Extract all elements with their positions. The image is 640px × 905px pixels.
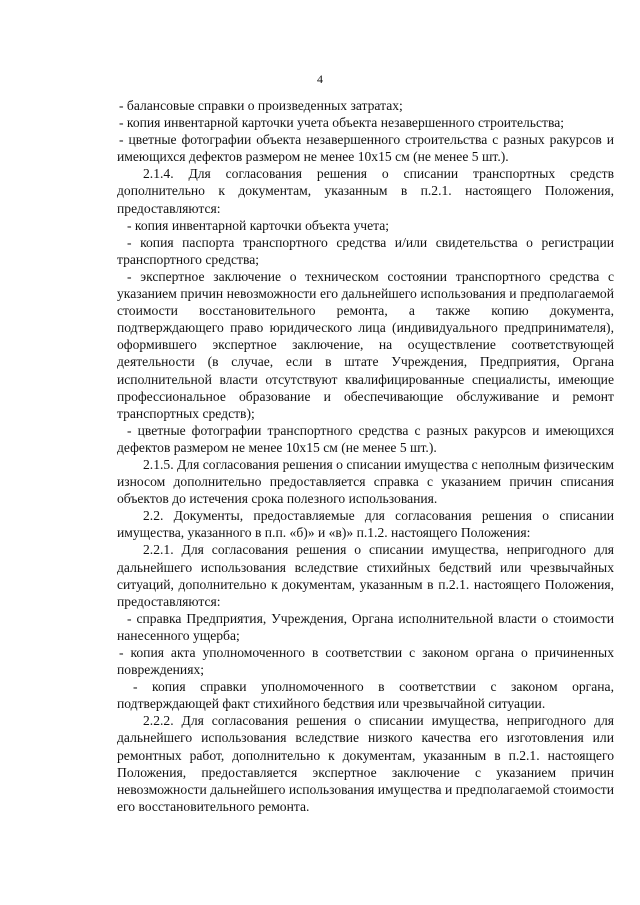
paragraph-photos-vehicle: - цветные фотографии транспортного средства с разных ракурсов и имеющихся дефектов размером не менее 10x15 см (не менее 5 шт.).: [117, 422, 614, 455]
page-number: 4: [317, 72, 323, 86]
paragraph-vehicle-passport: - копия паспорта транспортного средства и/или свидетельства о регистрации транспортного средства;: [117, 234, 614, 267]
paragraph-disaster-certificate-copy: - копия справки уполномоченного в соответствии с законом органа, подтверждающей факт стихийного бедствия или чрезвычайной ситуации.: [117, 679, 614, 712]
paragraph-2-1-5: 2.1.5. Для согласования решения о списании имущества с неполным физическим износом дополнительно предоставляется справка с указанием причин списания объектов до истечения срока полезного использования.: [117, 456, 614, 507]
paragraph-photos-construction: - цветные фотографии объекта незавершенного строительства с разных ракурсов и имеющихся дефектов размером не менее 10x15 см (не менее 5 шт.).: [117, 132, 614, 165]
document-body: [117, 97, 614, 815]
paragraph-inventory-card-object: - копия инвентарной карточки объекта учета;: [127, 217, 390, 233]
paragraph-2-2-2: 2.2.2. Для согласования решения о списании имущества, непригодного для дальнейшего использования вследствие низкого качества его изготовления или ремонтных работ, дополнительно к документам, указанным в п.2.1. настоящего Положения, предоставляется экспертное заключение с указанием причин невозможности дальнейшего использования имущества и предполагаемой стоимости его восстановительного ремонта.: [117, 713, 614, 814]
paragraph-2-2-1: 2.2.1. Для согласования решения о списании имущества, непригодного для дальнейшего использования вследствие стихийных бедствий или чрезвычайных ситуаций, дополнительно к документам, указанным в п.2.1. настоящего Положения, предоставляются:: [117, 542, 614, 609]
paragraph-2-2: 2.2. Документы, предоставляемые для согласования решения о списании имущества, указанного в п.п. «б)» и «в)» п.1.2. настоящего Положения:: [117, 508, 614, 541]
paragraph-expert-conclusion-vehicle: - экспертное заключение о техническом состоянии транспортного средства с указанием причин невозможности его дальнейшего использования и предполагаемой стоимости восстановительного ремонта, а также копию документа, подтверждающего право юридического лица (индивидуального предпринимателя), оформившего экспертное заключение, на осуществление соответствующей деятельности (в случае, если в штате Учреждения, Предприятия, Органа исполнительной власти отсутствуют квалифицированные специалисты, имеющие профессиональное образование и обеспечивающие обслуживание и ремонт транспортных средств);: [117, 268, 614, 421]
paragraph-damage-act-copy: - копия акта уполномоченного в соответствии с законом органа о причиненных повреждениях;: [117, 645, 614, 678]
paragraph-2-1-4: 2.1.4. Для согласования решения о списании транспортных средств дополнительно к документам, указанным в п.2.1. настоящего Положения, предоставляются:: [117, 166, 614, 216]
paragraph-inventory-card-construction: - копия инвентарной карточки учета объекта незавершенного строительства;: [119, 115, 565, 131]
paragraph-damage-cost-statement: - справка Предприятия, Учреждения, Органа исполнительной власти о стоимости нанесенного ущерба;: [117, 610, 614, 643]
paragraph-balance-statements: - балансовые справки о произведенных затратах;: [119, 98, 403, 113]
